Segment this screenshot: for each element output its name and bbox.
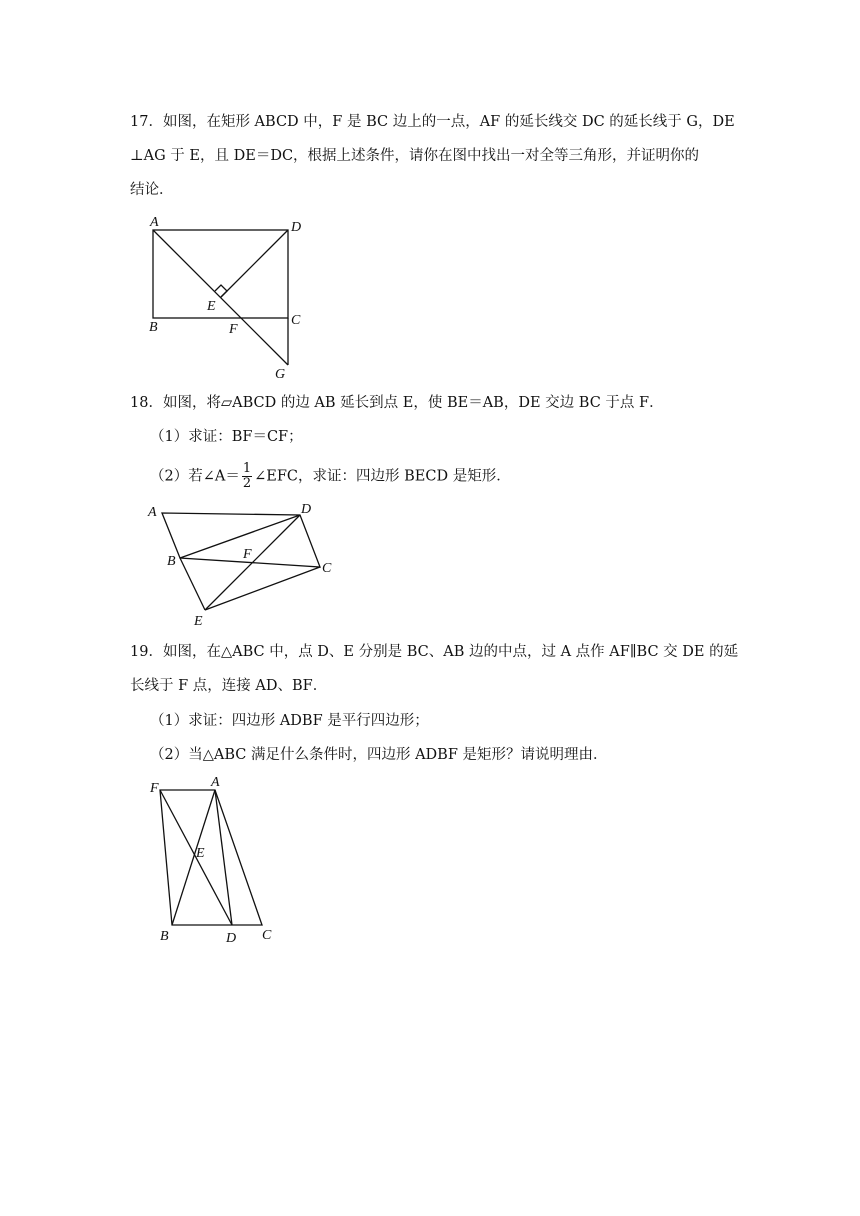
label-b: B [149, 320, 158, 335]
q18-part-1: （1）求证：BF＝CF； [150, 429, 303, 445]
q17-line-3: 结论． [130, 182, 174, 198]
label-g: G [275, 367, 286, 380]
right-angle-mark [215, 285, 227, 297]
label-b: B [167, 554, 176, 569]
q18-line-1: 18．如图，将▱ABCD 的边 AB 延长到点 E，使 BE＝AB，DE 交边 BC 于点 F． [130, 395, 664, 411]
label-c: C [322, 561, 332, 576]
line-de [205, 515, 300, 610]
outline-fabc [160, 790, 262, 925]
line-ad [215, 790, 232, 925]
label-f: F [229, 322, 238, 337]
label-b: B [160, 929, 169, 944]
parallelogram-abcd [162, 513, 320, 567]
q17-line-2: ⊥AG 于 E，且 DE＝DC，根据上述条件，请你在图中找出一对全等三角形，并证明你的 [130, 148, 700, 164]
label-e: E [207, 299, 216, 314]
line-ec [205, 567, 320, 610]
q18-part-2 [150, 462, 511, 491]
q19-line-1: 19．如图，在△ABC 中，点 D、E 分别是 BC、AB 边的中点，过 A 点作 AF∥BC 交 DE 的延 [130, 644, 739, 660]
q19-line-2: 长线于 F 点，连接 AD、BF． [130, 678, 328, 694]
q18-part-2-after: ∠EFC，求证：四边形 BECD 是矩形． [254, 468, 511, 485]
line-de [221, 230, 288, 297]
label-a: A [211, 775, 220, 790]
label-f: F [243, 547, 252, 562]
label-d: D [301, 502, 312, 517]
fraction-one-half [242, 462, 252, 491]
fraction-numerator: 1 [242, 461, 252, 476]
q18-part-2-before: （2）若∠A＝ [150, 468, 240, 485]
fraction-denominator: 2 [242, 476, 252, 491]
label-a: A [150, 215, 159, 230]
q19-part-2: （2）当△ABC 满足什么条件时，四边形 ADBF 是矩形？请说明理由． [150, 747, 608, 763]
line-ab [172, 790, 215, 925]
q17-figure [140, 210, 320, 380]
label-d: D [291, 220, 302, 235]
label-c: C [262, 928, 272, 943]
label-d: D [226, 931, 237, 946]
label-c: C [291, 313, 301, 328]
label-e: E [196, 846, 205, 861]
label-a: A [148, 505, 157, 520]
q18-figure [140, 500, 340, 630]
q19-figure [140, 770, 290, 950]
label-f: F [150, 781, 159, 796]
q17-line-1: 17．如图，在矩形 ABCD 中，F 是 BC 边上的一点，AF 的延长线交 DC 的延长线于 G，DE [130, 114, 735, 130]
q19-part-1: （1）求证：四边形 ADBF 是平行四边形； [150, 713, 429, 729]
label-e: E [194, 614, 203, 629]
line-bd [180, 515, 300, 558]
line-be [180, 558, 205, 610]
rectangle-abcd [153, 230, 288, 318]
